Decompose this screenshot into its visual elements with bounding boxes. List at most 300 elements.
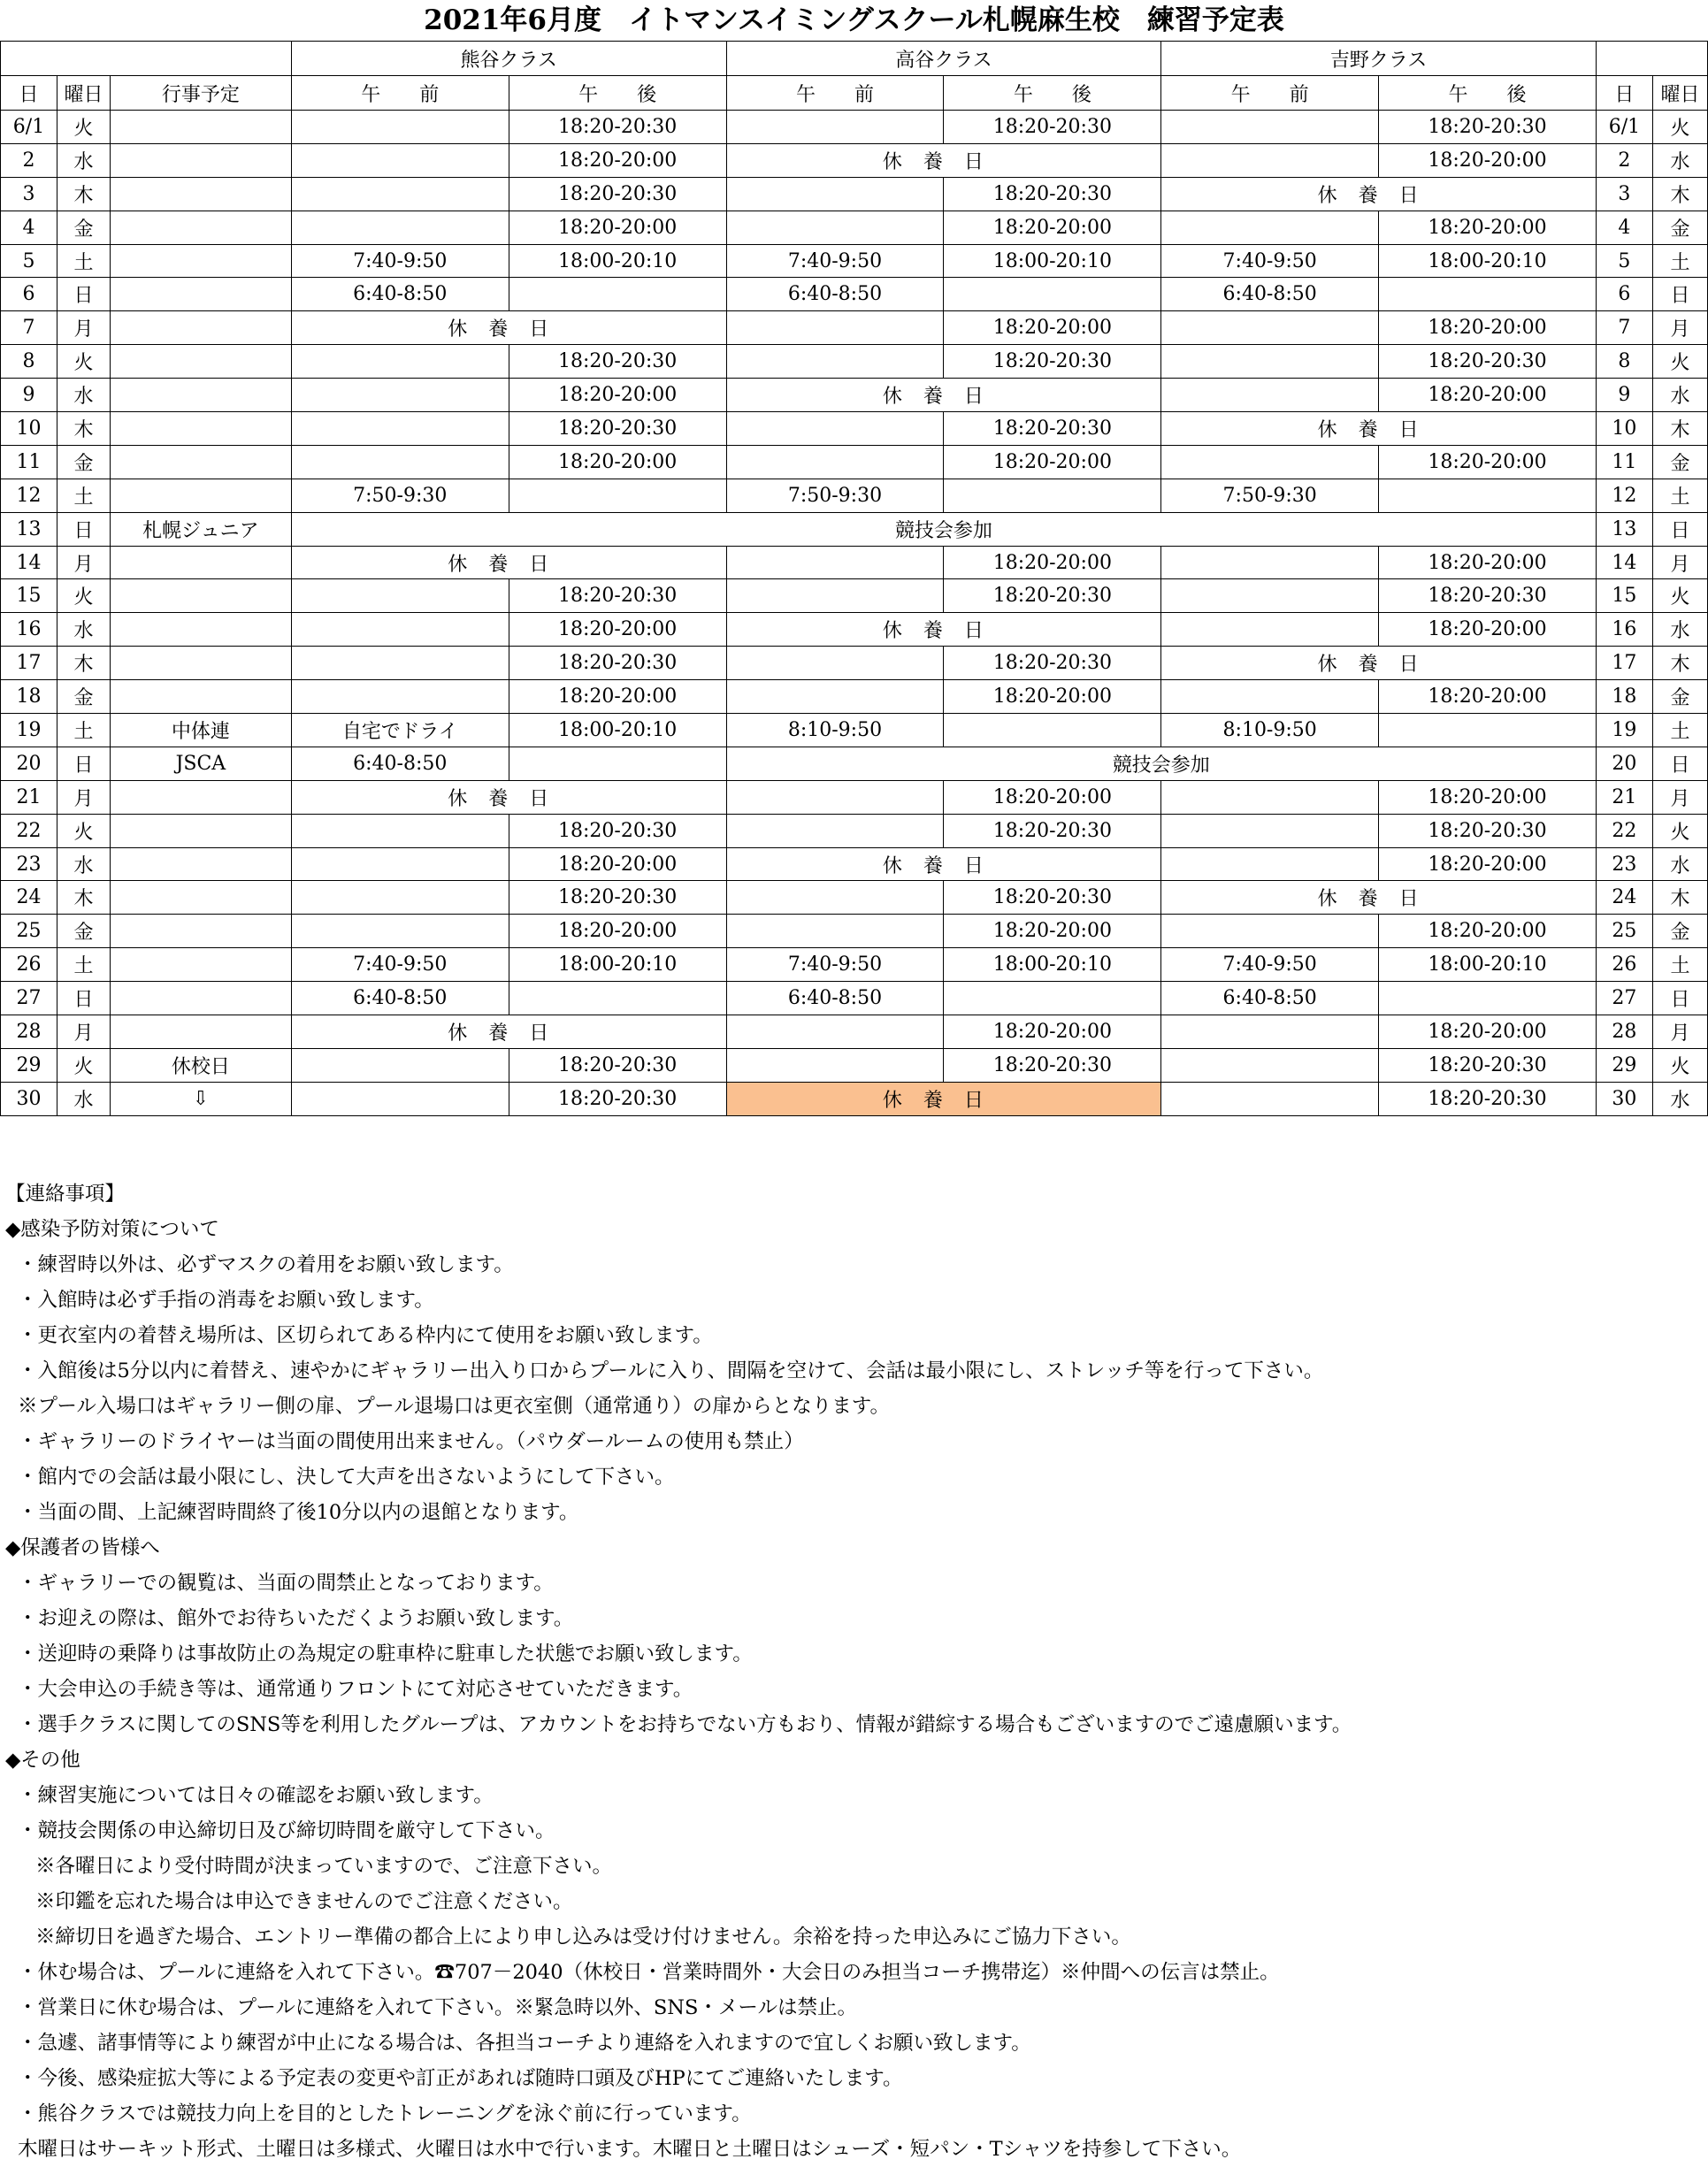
time-cell	[726, 680, 944, 714]
day-cell: 22	[1596, 814, 1652, 847]
time-cell	[1161, 680, 1379, 714]
time-cell: 18:20-20:30	[1379, 814, 1597, 847]
weekday-cell: 日	[57, 747, 110, 780]
note-line: ・休む場合は、プールに連絡を入れて下さい。☎707－2040（休校日・営業時間外・大会日のみ担当コーチ携帯迄）※仲間への伝言は禁止。	[18, 1961, 1280, 1984]
weekday-cell: 水	[1652, 1082, 1707, 1115]
day-cell: 20	[1, 747, 57, 780]
day-cell: 18	[1596, 680, 1652, 714]
time-cell	[291, 345, 509, 379]
time-cell	[291, 111, 509, 144]
weekday-cell: 木	[1652, 412, 1707, 446]
event-cell	[110, 546, 291, 579]
time-cell: 18:20-20:00	[1379, 1015, 1597, 1049]
schedule-row	[1, 948, 1708, 982]
weekday-cell: 木	[1652, 881, 1707, 915]
time-cell: 18:20-20:30	[509, 1082, 726, 1115]
day-cell: 26	[1596, 948, 1652, 982]
event-cell	[110, 345, 291, 379]
note-line: ・今後、感染症拡大等による予定表の変更や訂正があれば随時口頭及びHPにてご連絡いたします。	[18, 2067, 903, 2090]
day-cell: 15	[1, 579, 57, 613]
time-cell	[726, 345, 944, 379]
time-cell: 18:20-20:00	[1379, 780, 1597, 814]
time-cell: 18:20-20:00	[509, 211, 726, 244]
schedule-row	[1, 747, 1708, 780]
time-cell	[1161, 814, 1379, 847]
time-cell: 18:20-20:00	[509, 143, 726, 177]
time-cell: 18:20-20:30	[1379, 111, 1597, 144]
event-cell	[110, 177, 291, 211]
schedule-row	[1, 814, 1708, 847]
weekday-cell: 金	[1652, 915, 1707, 948]
time-cell: 18:00-20:10	[509, 714, 726, 747]
rest-day-cell: 休養日	[291, 546, 726, 579]
schedule-row	[1, 143, 1708, 177]
col-header-pm: 午 後	[509, 76, 726, 111]
day-cell: 19	[1596, 714, 1652, 747]
day-cell: 3	[1596, 177, 1652, 211]
day-cell: 3	[1, 177, 57, 211]
note-line: ※プール入場口はギャラリー側の扉、プール退場口は更衣室側（通常通り）の扉からとなります。	[18, 1395, 890, 1418]
note-line: ・大会申込の手続き等は、通常通りフロントにて対応させていただきます。	[18, 1678, 693, 1701]
time-cell: 18:20-20:30	[509, 1048, 726, 1082]
weekday-cell: 日	[57, 512, 110, 546]
weekday-cell: 金	[57, 211, 110, 244]
time-cell	[1161, 345, 1379, 379]
weekday-cell: 火	[57, 579, 110, 613]
time-cell	[1161, 379, 1379, 412]
note-line: ・ギャラリーのドライヤーは当面の間使用出来ません。（パウダールームの使用も禁止）	[18, 1430, 804, 1453]
time-cell	[726, 111, 944, 144]
weekday-cell: 土	[1652, 479, 1707, 512]
time-cell: 18:20-20:30	[509, 412, 726, 446]
event-cell	[110, 412, 291, 446]
time-cell: 7:40-9:50	[726, 244, 944, 278]
time-cell	[726, 445, 944, 479]
time-cell: 18:20-20:00	[1379, 211, 1597, 244]
weekday-cell: 水	[1652, 379, 1707, 412]
time-cell: 7:40-9:50	[291, 244, 509, 278]
time-cell: 18:20-20:30	[944, 111, 1161, 144]
event-cell	[110, 1015, 291, 1049]
note-line: ・ギャラリーでの観覧は、当面の間禁止となっております。	[18, 1572, 554, 1595]
time-cell	[726, 546, 944, 579]
day-cell: 20	[1596, 747, 1652, 780]
day-cell: 13	[1, 512, 57, 546]
weekday-cell: 木	[57, 647, 110, 680]
time-cell	[291, 579, 509, 613]
event-cell	[110, 244, 291, 278]
col-header-weekday: 曜日	[57, 76, 110, 111]
schedule-row	[1, 1048, 1708, 1082]
time-cell	[1161, 780, 1379, 814]
schedule-row	[1, 613, 1708, 647]
time-cell: 6:40-8:50	[291, 747, 509, 780]
weekday-cell: 日	[1652, 278, 1707, 311]
day-cell: 29	[1, 1048, 57, 1082]
note-line: ※各曜日により受付時間が決まっていますので、ご注意下さい。	[35, 1855, 613, 1878]
day-cell: 10	[1, 412, 57, 446]
rest-day-cell: 休養日	[1161, 412, 1597, 446]
time-cell: 18:00-20:10	[509, 948, 726, 982]
event-cell	[110, 311, 291, 345]
day-cell: 29	[1596, 1048, 1652, 1082]
weekday-cell: 水	[57, 847, 110, 881]
time-cell: 18:20-20:00	[1379, 379, 1597, 412]
day-cell: 30	[1, 1082, 57, 1115]
rest-day-cell: 休養日	[1161, 647, 1597, 680]
day-cell: 6	[1, 278, 57, 311]
event-cell	[110, 982, 291, 1015]
day-cell: 11	[1596, 445, 1652, 479]
event-cell	[110, 647, 291, 680]
event-cell	[110, 613, 291, 647]
day-cell: 6/1	[1, 111, 57, 144]
day-cell: 24	[1596, 881, 1652, 915]
day-cell: 16	[1596, 613, 1652, 647]
day-cell: 23	[1, 847, 57, 881]
time-cell	[1161, 1048, 1379, 1082]
time-cell	[726, 647, 944, 680]
time-cell: 18:00-20:10	[1379, 948, 1597, 982]
day-cell: 28	[1, 1015, 57, 1049]
time-cell	[1161, 211, 1379, 244]
time-cell: 18:20-20:00	[944, 445, 1161, 479]
day-cell: 28	[1596, 1015, 1652, 1049]
weekday-cell: 金	[1652, 445, 1707, 479]
weekday-cell: 水	[57, 1082, 110, 1115]
rest-day-cell: 休養日	[726, 613, 1161, 647]
event-cell	[110, 479, 291, 512]
event-cell	[110, 881, 291, 915]
weekday-cell: 火	[57, 111, 110, 144]
weekday-cell: 水	[57, 143, 110, 177]
schedule-row	[1, 244, 1708, 278]
notes-heading: 【連絡事項】	[5, 1183, 126, 1206]
note-line: ・練習時以外は、必ずマスクの着用をお願い致します。	[18, 1253, 514, 1276]
time-cell	[509, 278, 726, 311]
weekday-cell: 土	[57, 714, 110, 747]
time-cell: 6:40-8:50	[1161, 278, 1379, 311]
day-cell: 27	[1596, 982, 1652, 1015]
time-cell: 6:40-8:50	[291, 278, 509, 311]
time-cell	[1161, 1082, 1379, 1115]
time-cell: 18:20-20:00	[944, 915, 1161, 948]
note-line: ・館内での会話は最小限にし、決して大声を出さないようにして下さい。	[18, 1466, 675, 1489]
time-cell: 18:20-20:30	[944, 1048, 1161, 1082]
schedule-row	[1, 647, 1708, 680]
day-cell: 24	[1, 881, 57, 915]
note-line: ・当面の間、上記練習時間終了後10分以内の退館となります。	[18, 1501, 579, 1524]
note-line: ・送迎時の乗降りは事故防止の為規定の駐車枠に駐車した状態でお願い致します。	[18, 1642, 753, 1665]
day-cell: 6/1	[1596, 111, 1652, 144]
weekday-cell: 日	[1652, 982, 1707, 1015]
time-cell	[944, 278, 1161, 311]
weekday-cell: 月	[1652, 780, 1707, 814]
time-cell: 18:20-20:30	[509, 881, 726, 915]
schedule-row	[1, 881, 1708, 915]
time-cell: 18:20-20:00	[1379, 680, 1597, 714]
time-cell: 18:20-20:30	[509, 177, 726, 211]
weekday-cell: 月	[57, 546, 110, 579]
event-cell	[110, 915, 291, 948]
time-cell	[944, 714, 1161, 747]
weekday-cell: 火	[1652, 1048, 1707, 1082]
weekday-cell: 日	[1652, 512, 1707, 546]
schedule-row	[1, 211, 1708, 244]
note-line: ・入館後は5分以内に着替え、速やかにギャラリー出入り口からプールに入り、間隔を空けて、会話は最小限にし、ストレッチ等を行って下さい。	[18, 1359, 1324, 1382]
weekday-cell: 木	[57, 177, 110, 211]
time-cell	[1161, 445, 1379, 479]
time-cell: 18:00-20:10	[509, 244, 726, 278]
time-cell	[726, 177, 944, 211]
schedule-row	[1, 311, 1708, 345]
day-cell: 9	[1596, 379, 1652, 412]
time-cell: 18:00-20:10	[944, 244, 1161, 278]
event-cell	[110, 445, 291, 479]
event-cell	[110, 780, 291, 814]
note-line: ・急遽、諸事情等により練習が中止になる場合は、各担当コーチより連絡を入れますので宜しくお願い致します。	[18, 2032, 1031, 2055]
schedule-row	[1, 512, 1708, 546]
weekday-cell: 土	[57, 244, 110, 278]
day-cell: 21	[1, 780, 57, 814]
schedule-row	[1, 847, 1708, 881]
col-header-weekday: 曜日	[1652, 76, 1707, 111]
time-cell: 18:20-20:00	[1379, 915, 1597, 948]
note-line: ・入館時は必ず手指の消毒をお願い致します。	[18, 1289, 434, 1312]
weekday-cell: 金	[1652, 680, 1707, 714]
column-header-row	[1, 76, 1708, 111]
time-cell	[944, 479, 1161, 512]
time-cell: 7:50-9:30	[291, 479, 509, 512]
day-cell: 19	[1, 714, 57, 747]
day-cell: 12	[1596, 479, 1652, 512]
day-cell: 11	[1, 445, 57, 479]
class-header-row	[1, 42, 1708, 76]
time-cell: 18:20-20:00	[944, 211, 1161, 244]
weekday-cell: 火	[1652, 814, 1707, 847]
day-cell: 21	[1596, 780, 1652, 814]
time-cell: 6:40-8:50	[1161, 982, 1379, 1015]
time-cell	[291, 143, 509, 177]
rest-day-cell: 休養日	[726, 143, 1161, 177]
time-cell: 18:20-20:00	[509, 847, 726, 881]
event-cell	[110, 211, 291, 244]
event-cell	[110, 680, 291, 714]
day-cell: 9	[1, 379, 57, 412]
note-line: ・練習実施については日々の確認をお願い致します。	[18, 1784, 494, 1807]
day-cell: 4	[1, 211, 57, 244]
schedule-row	[1, 546, 1708, 579]
blank-header-cell	[1596, 42, 1707, 76]
schedule-row	[1, 982, 1708, 1015]
time-cell	[291, 915, 509, 948]
day-cell: 25	[1, 915, 57, 948]
col-header-pm: 午 後	[1379, 76, 1597, 111]
weekday-cell: 火	[57, 345, 110, 379]
event-cell: 札幌ジュニア	[110, 512, 291, 546]
weekday-cell: 土	[1652, 244, 1707, 278]
time-cell: 18:20-20:30	[509, 647, 726, 680]
time-cell: 自宅でドライ	[291, 714, 509, 747]
day-cell: 30	[1596, 1082, 1652, 1115]
time-cell: 18:20-20:00	[509, 613, 726, 647]
time-cell	[1161, 1015, 1379, 1049]
time-cell	[726, 1015, 944, 1049]
time-cell	[291, 412, 509, 446]
note-line: ・競技会関係の申込締切日及び締切時間を厳守して下さい。	[18, 1819, 555, 1842]
time-cell	[726, 881, 944, 915]
weekday-cell: 日	[1652, 747, 1707, 780]
weekday-cell: 水	[57, 613, 110, 647]
col-header-event: 行事予定	[110, 76, 291, 111]
weekday-cell: 火	[1652, 579, 1707, 613]
weekday-cell: 木	[1652, 647, 1707, 680]
schedule-row	[1, 714, 1708, 747]
time-cell	[291, 445, 509, 479]
rest-day-cell: 休養日	[291, 1015, 726, 1049]
event-cell	[110, 847, 291, 881]
day-cell: 7	[1596, 311, 1652, 345]
weekday-cell: 月	[57, 311, 110, 345]
rest-day-cell: 休養日	[726, 379, 1161, 412]
time-cell: 18:20-20:00	[944, 546, 1161, 579]
weekday-cell: 火	[1652, 111, 1707, 144]
event-cell	[110, 948, 291, 982]
time-cell: 18:20-20:00	[944, 311, 1161, 345]
event-cell	[110, 579, 291, 613]
col-header-day: 日	[1, 76, 57, 111]
weekday-cell: 木	[1652, 177, 1707, 211]
rest-day-cell: 休養日	[291, 311, 726, 345]
time-cell	[726, 211, 944, 244]
time-cell: 6:40-8:50	[291, 982, 509, 1015]
day-cell: 6	[1596, 278, 1652, 311]
time-cell: 18:20-20:00	[944, 680, 1161, 714]
event-cell	[110, 379, 291, 412]
weekday-cell: 火	[57, 1048, 110, 1082]
day-cell: 5	[1, 244, 57, 278]
time-cell: 18:20-20:00	[1379, 613, 1597, 647]
weekday-cell: 火	[1652, 345, 1707, 379]
col-header-day: 日	[1596, 76, 1652, 111]
weekday-cell: 月	[57, 780, 110, 814]
time-cell: 7:50-9:30	[726, 479, 944, 512]
event-cell	[110, 143, 291, 177]
time-cell	[726, 780, 944, 814]
note-line: ・営業日に休む場合は、プールに連絡を入れて下さい。※緊急時以外、SNS・メールは禁止。	[18, 1996, 857, 2019]
class-header-kumagai: 熊谷クラス	[291, 42, 726, 76]
time-cell: 18:20-20:30	[944, 647, 1161, 680]
schedule-table	[0, 41, 1708, 1116]
day-cell: 17	[1596, 647, 1652, 680]
day-cell: 26	[1, 948, 57, 982]
time-cell: 18:20-20:30	[944, 345, 1161, 379]
time-cell	[509, 479, 726, 512]
schedule-row	[1, 1082, 1708, 1115]
day-cell: 10	[1596, 412, 1652, 446]
time-cell	[291, 814, 509, 847]
rest-day-cell: 休養日	[291, 780, 726, 814]
schedule-row	[1, 479, 1708, 512]
weekday-cell: 水	[57, 379, 110, 412]
day-cell: 2	[1, 143, 57, 177]
time-cell: 7:40-9:50	[291, 948, 509, 982]
time-cell	[509, 747, 726, 780]
event-cell	[110, 111, 291, 144]
time-cell: 18:20-20:00	[509, 445, 726, 479]
schedule-row	[1, 915, 1708, 948]
day-cell: 18	[1, 680, 57, 714]
class-header-takaya: 高谷クラス	[726, 42, 1161, 76]
time-cell: 8:10-9:50	[1161, 714, 1379, 747]
weekday-cell: 水	[1652, 143, 1707, 177]
notes-heading: ◆感染予防対策について	[5, 1218, 219, 1241]
time-cell: 18:20-20:00	[944, 780, 1161, 814]
time-cell: 18:20-20:30	[509, 111, 726, 144]
weekday-cell: 土	[57, 948, 110, 982]
time-cell	[1379, 479, 1597, 512]
class-header-yoshino: 吉野クラス	[1161, 42, 1597, 76]
time-cell	[1161, 546, 1379, 579]
day-cell: 8	[1, 345, 57, 379]
time-cell: 18:20-20:30	[1379, 579, 1597, 613]
time-cell	[1161, 111, 1379, 144]
day-cell: 2	[1596, 143, 1652, 177]
time-cell	[509, 982, 726, 1015]
time-cell	[291, 211, 509, 244]
time-cell: 18:20-20:30	[1379, 345, 1597, 379]
time-cell	[1161, 579, 1379, 613]
time-cell	[726, 1048, 944, 1082]
time-cell: 7:40-9:50	[1161, 948, 1379, 982]
note-line: ・選手クラスに関してのSNS等を利用したグループは、アカウントをお持ちでない方もおり、情報が錯綜する場合もございますのでご遠慮願います。	[18, 1713, 1352, 1736]
day-cell: 14	[1, 546, 57, 579]
time-cell	[1161, 613, 1379, 647]
event-cell: ⇩	[110, 1082, 291, 1115]
time-cell	[291, 379, 509, 412]
time-cell	[1161, 311, 1379, 345]
schedule-row	[1, 345, 1708, 379]
rest-day-cell: 休養日	[1161, 881, 1597, 915]
time-cell	[726, 412, 944, 446]
time-cell: 18:20-20:00	[944, 1015, 1161, 1049]
time-cell: 18:00-20:10	[1379, 244, 1597, 278]
schedule-row	[1, 278, 1708, 311]
schedule-row	[1, 680, 1708, 714]
time-cell	[291, 881, 509, 915]
time-cell: 7:40-9:50	[726, 948, 944, 982]
rest-day-cell: 休養日	[1161, 177, 1597, 211]
col-header-am: 午 前	[1161, 76, 1379, 111]
event-cell: 中体連	[110, 714, 291, 747]
time-cell: 6:40-8:50	[726, 982, 944, 1015]
weekday-cell: 木	[57, 412, 110, 446]
weekday-cell: 月	[57, 1015, 110, 1049]
weekday-cell: 水	[1652, 847, 1707, 881]
time-cell: 18:20-20:00	[1379, 143, 1597, 177]
schedule-row	[1, 579, 1708, 613]
weekday-cell: 金	[57, 445, 110, 479]
time-cell	[1379, 714, 1597, 747]
time-cell: 競技会参加	[726, 747, 1596, 780]
weekday-cell: 金	[57, 680, 110, 714]
schedule-row	[1, 412, 1708, 446]
weekday-cell: 日	[57, 982, 110, 1015]
time-cell	[291, 613, 509, 647]
day-cell: 14	[1596, 546, 1652, 579]
time-cell: 18:20-20:30	[1379, 1082, 1597, 1115]
day-cell: 17	[1, 647, 57, 680]
